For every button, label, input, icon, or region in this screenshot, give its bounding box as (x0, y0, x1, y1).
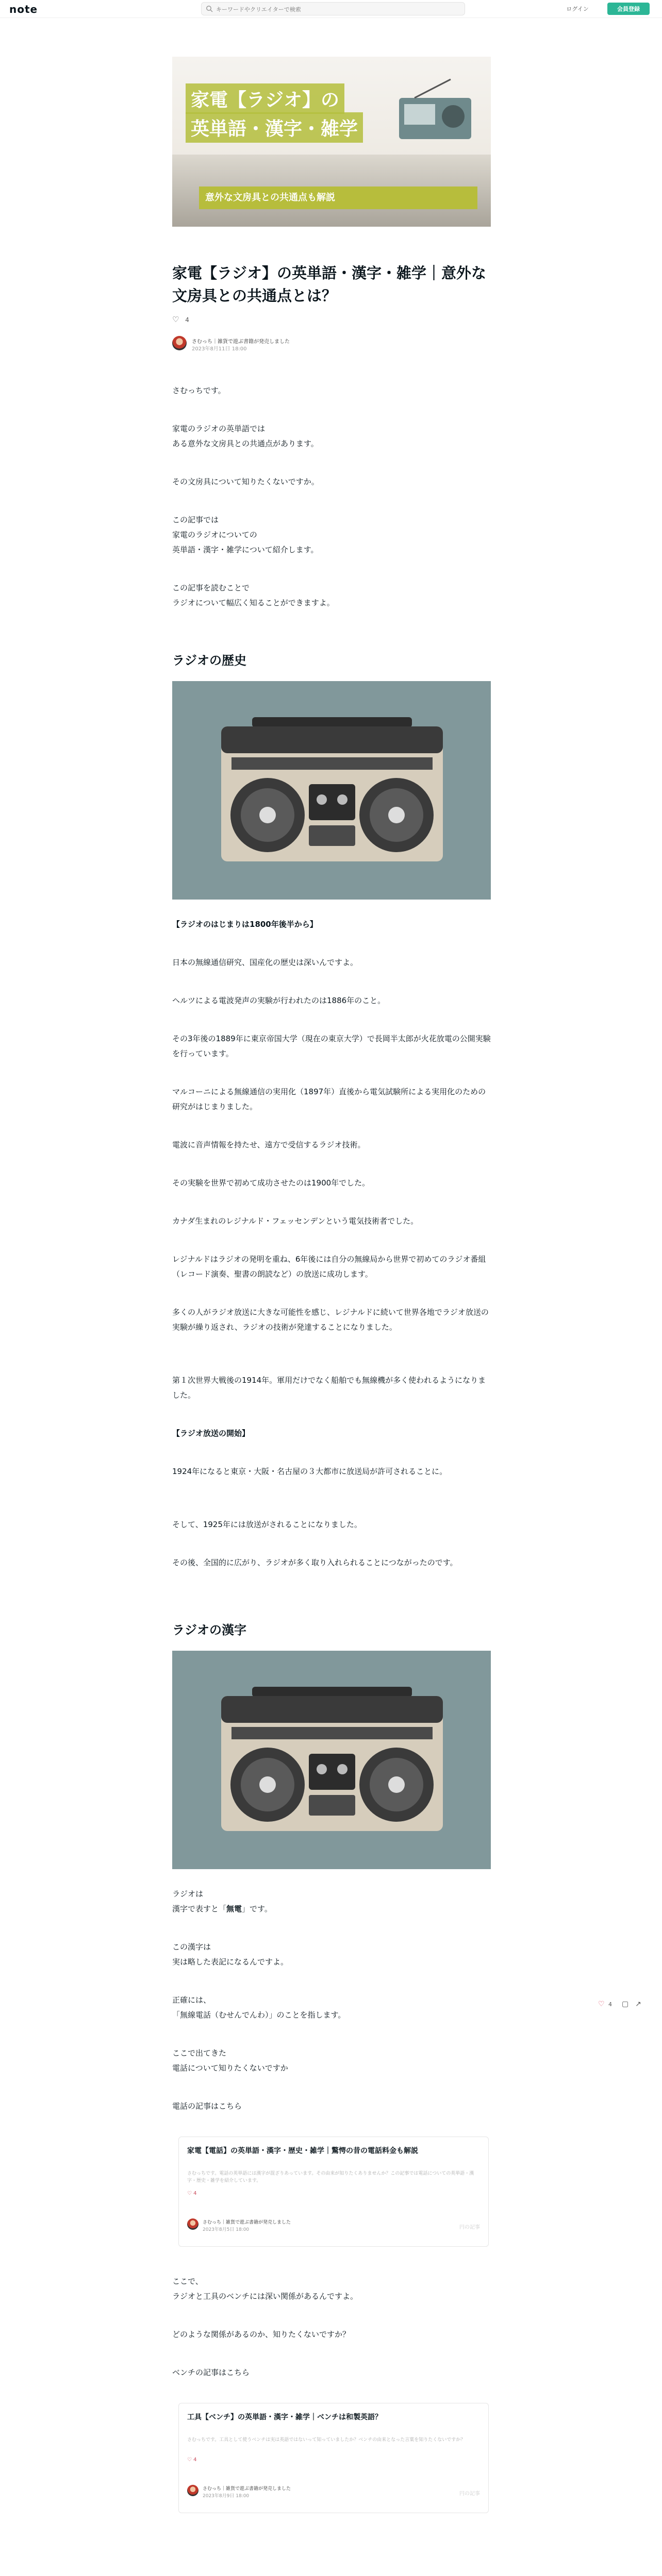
embed-card-bench[interactable] (178, 2403, 489, 2513)
paragraph: 多くの人がラジオ放送に大きな可能性を感じ、レジナルドに続いて世界各地でラジオ放送の実験が繰り返され、ラジオの技術が発達することになりました。 (172, 1308, 489, 1332)
sub-heading (172, 917, 491, 932)
sub-heading (172, 1426, 491, 1441)
author-name[interactable]: さむっち｜雑貨で遊ぶ書籍が発売しました (192, 339, 290, 345)
paragraph: この漢字は (172, 1942, 211, 1952)
paragraph: 「無線電話（むせんでんわ）」のことを指します。 (172, 2010, 346, 2020)
card-like: ♡ 4 (187, 2191, 197, 2196)
card-title[interactable]: 家電【電話】の英単語・漢字・歴史・雑学｜驚愕の昔の電話料金も解説 (187, 2147, 418, 2155)
paragraph: その後、全国的に広がり、ラジオが多く取り入れられることにつながったのです。 (172, 1558, 458, 1567)
share-icon[interactable]: ↗ (635, 2000, 641, 2008)
paragraph: 第１次世界大戦後の1914年。軍用だけでなく船舶でも無線機が多く使われるようになりました。 (172, 1376, 486, 1400)
boombox-illustration (221, 717, 443, 861)
side-like-count: 4 (608, 2001, 612, 2008)
top-bar (0, 0, 662, 18)
boombox-illustration (221, 1687, 443, 1831)
card-title[interactable]: 工具【ベンチ】の英単語・漢字・雑学｜ベンチは和製英語？ (187, 2413, 382, 2421)
paragraph: 電話の記事はこちら (172, 2102, 242, 2111)
paragraph: どのような関係があるのか、知りたくないですか？ (172, 2330, 351, 2339)
hero-title-line2: 英単語・漢字・雑学 (186, 112, 363, 143)
comment-icon[interactable]: ▢ (622, 2000, 629, 2008)
paragraph: カナダ生まれのレジナルド・フェッセンデンという電気技術者でした。 (172, 1216, 419, 1226)
boombox-image (172, 681, 491, 900)
paragraph: ヘルツによる電波発声の実験が行われたのは1886年のこと。 (172, 996, 386, 1005)
boombox-image (172, 1651, 491, 1869)
paragraph: 家電のラジオについての (172, 530, 257, 539)
paragraph: 実は略した表記になるんですよ。 (172, 1957, 289, 1967)
author-info[interactable] (172, 335, 378, 353)
card-author: さむっち｜雑貨で遊ぶ書籍が発売しました (203, 2486, 291, 2492)
bold-text: 無電 (226, 1904, 242, 1913)
card-date: 2023年8月5日 18:00 (203, 2227, 250, 2232)
paragraph: ある意外な文房具との共通点があります。 (172, 439, 319, 448)
card-like: ♡ 4 (187, 2457, 197, 2463)
hero-subtitle: 意外な文房具との共通点も解説 (199, 187, 477, 209)
hero-title-line1: 家電【ラジオ】の (186, 83, 344, 114)
signup-button[interactable]: 会員登録 (607, 3, 650, 15)
heart-icon[interactable]: ♡ (172, 315, 179, 324)
paragraph: ラジオと工具のベンチには深い関係があるんですよ。 (172, 2292, 358, 2301)
paragraph: 家電のラジオの英単語では (172, 424, 266, 433)
paragraph: 英単語・漢字・雑学について紹介します。 (172, 545, 319, 554)
card-avatar (187, 2485, 198, 2496)
card-author: さむっち｜雑貨で遊ぶ書籍が発売しました (203, 2220, 291, 2225)
paragraph: 電話について知りたくないですか (172, 2063, 288, 2073)
paragraph (172, 1902, 491, 1917)
article-title: 家電【ラジオ】の英単語・漢字・雑学｜意外な文房具との共通点とは？ (172, 264, 487, 304)
sub-heading-text: 【ラジオ放送の開始】 (172, 1429, 250, 1438)
paragraph: ここで、 (172, 2277, 203, 2286)
search-icon (206, 5, 213, 12)
note-logo[interactable]: note (9, 3, 38, 15)
card-price: 円の記事 (459, 2491, 480, 2497)
paragraph: その3年後の1889年に東京帝国大学（現在の東京大学）で長岡半太郎が火花放電の公開実験を行っています。 (172, 1034, 491, 1058)
embed-card-telephone[interactable] (178, 2137, 489, 2247)
paragraph: この記事を読むことで (172, 583, 250, 592)
search-box[interactable] (201, 2, 465, 15)
paragraph: その実験を世界で初めて成功させたのは1900年でした。 (172, 1178, 370, 1188)
paragraph: レジナルドはラジオの発明を重ね、6年後には自分の無線局から世界で初めてのラジオ番組（レコード演奏、聖書の朗読など）の放送に成功します。 (172, 1255, 486, 1279)
paragraph: さむっちです。 (172, 386, 226, 395)
paragraph: その文房具について知りたくないですか。 (172, 477, 319, 486)
card-avatar (187, 2218, 198, 2230)
card-date: 2023年8月9日 18:00 (203, 2494, 250, 2499)
like-row[interactable] (172, 315, 189, 324)
paragraph: そして、1925年には放送がされることになりました。 (172, 1520, 362, 1529)
text-span: 漢字で表すと「 (172, 1904, 227, 1913)
paragraph: この記事では (172, 515, 219, 524)
search-input[interactable] (215, 4, 459, 14)
card-excerpt: さむっちです。電話の英単語には漢字が混ざりあっています。その由来が知りたくありませんか？この記事では電話についての英単語・漢字・歴史・雑学を紹介しています。 (187, 2171, 474, 2183)
paragraph: ラジオは (172, 1889, 204, 1899)
heart-icon[interactable]: ♡ (598, 2000, 605, 2008)
paragraph: 電波に音声情報を持たせ、遠方で受信するラジオ技術。 (172, 1140, 366, 1149)
paragraph: ベンチの記事はこちら (172, 2368, 250, 2377)
sub-heading-text: 【ラジオのはじまりは1800年後半から】 (172, 920, 318, 929)
login-button[interactable]: ログイン (561, 3, 594, 14)
like-count: 4 (185, 316, 189, 324)
paragraph: マルコーニによる無線通信の実用化（1897年）直後から電気試験所による実用化のための研究がはじまりました。 (172, 1087, 486, 1111)
card-price: 円の記事 (459, 2225, 480, 2230)
section-heading: ラジオの漢字 (172, 1623, 246, 1637)
paragraph: ラジオについて幅広く知ることができますよ。 (172, 598, 335, 607)
paragraph: 1924年になると東京・大阪・名古屋の３大都市に放送局が許可されることに。 (172, 1467, 448, 1476)
section-heading: ラジオの歴史 (172, 653, 246, 668)
paragraph: 日本の無線通信研究、国産化の歴史は深いんですよ。 (172, 958, 358, 967)
paragraph: ここで出てきた (172, 2048, 227, 2058)
hero-image (172, 57, 491, 227)
kitchen-radio-illustration (394, 77, 476, 149)
publish-date: 2023年8月11日 18:00 (192, 346, 247, 352)
author-avatar[interactable] (172, 336, 187, 350)
paragraph: 正確には、 (172, 1995, 211, 2005)
floating-actions (598, 1999, 655, 2011)
text-span: 」です。 (242, 1904, 272, 1913)
card-excerpt: さむっちです。工具として使うベンチは実は英語ではないって知っていましたか？ベンチの由来となった言葉を知りたくないですか？ (187, 2437, 466, 2443)
